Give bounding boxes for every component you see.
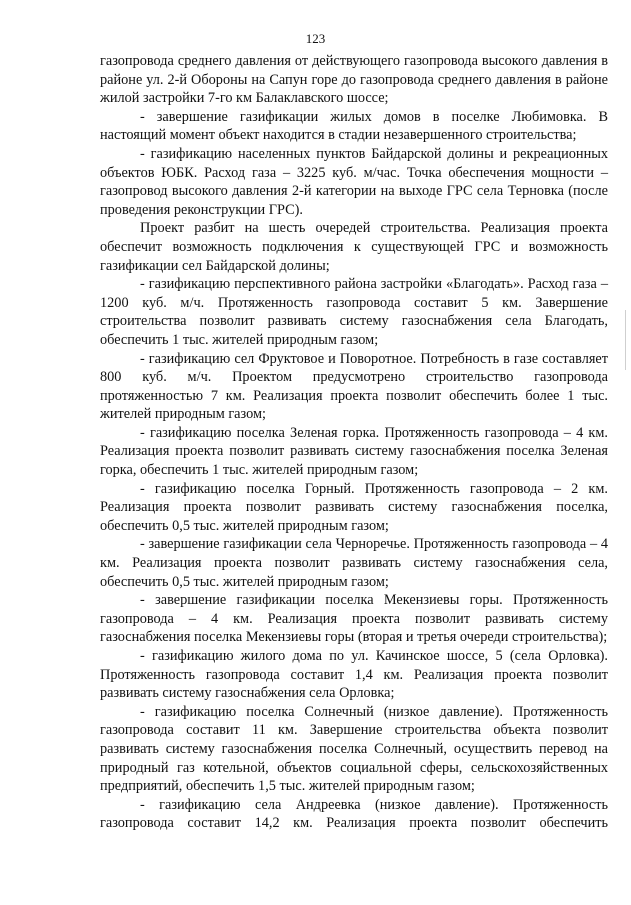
paragraph-zelenaya-gorka: - газификацию поселка Зеленая горка. Протяженность газопровода – 4 км. Реализация проекта позволит развивать систему газоснабжения поселка Зеленая горка, обеспечить 1 тыс. жителей природным газом; <box>100 424 608 479</box>
paragraph-project-stages: Проект разбит на шесть очередей строительства. Реализация проекта обеспечит возможность подключения к существующей ГРС и возможность газификации сел Байдарской долины; <box>100 220 608 274</box>
paragraph-andreevka: - газификацию села Андреевка (низкое давление). Протяженность газопровода составит 14,2 км. Реализация проекта позволит обеспечить <box>100 796 608 832</box>
paragraph-orlovka: - газификацию жилого дома по ул. Качинское шоссе, 5 (села Орловка). Протяженность газопровода составит 1,4 км. Реализация проекта позволит развивать систему газоснабжения села Орловка; <box>100 648 608 702</box>
paragraph-chernorechye: - завершение газификации села Черноречье. Протяженность газопровода – 4 км. Реализация проекта позволит развивать систему газоснабжения села, обеспечить 0,5 тыс. жителей природным газом; <box>100 536 608 590</box>
paragraph-lyubimovka: - завершение газификации жилых домов в поселке Любимовка. В настоящий момент объект находится в стадии незавершенного строительства; <box>100 108 608 144</box>
paragraph-continuation: газопровода среднего давления от действующего газопровода высокого давления в районе ул. 2-й Обороны на Сапун горе до газопровода среднего давления в районе жилой застройки 7-го км Балаклавского шоссе; <box>100 53 608 107</box>
paragraph-gorny: - газификацию поселка Горный. Протяженность газопровода – 2 км. Реализация проекта позволит развивать систему газоснабжения поселка, обеспечить 0,5 тыс. жителей природным газом; <box>100 480 608 534</box>
paragraph-solnechny: - газификацию поселка Солнечный (низкое давление). Протяженность газопровода составит 11 км. Завершение строительства объекта позволит развивать систему газоснабжения поселка Солнечный, осуществить перевод на природный газ котельной, объектов социальной сферы, сельскохозяйственных предприятий, обеспечить 1,5 тыс. жителей природным газом; <box>100 703 608 795</box>
paragraph-fruktovoe: - газификацию сел Фруктовое и Поворотное. Потребность в газе составляет 800 куб. м/ч. Проектом предусмотрено строительство газопровода протяженностью 7 км. Реализация проекта позволит обеспечить более 1 тыс. жителей природным газом; <box>100 350 608 423</box>
paragraph-blagodat: - газификацию перспективного района застройки «Благодать». Расход газа – 1200 куб. м/ч. Протяженность газопровода составит 5 км. Завершение строительства позволит развивать систему газоснабжения села Благодать, обеспечить 1 тыс. жителей природным газом; <box>100 276 608 348</box>
scan-artifact <box>625 310 626 370</box>
paragraph-baydar-valley: - газификацию населенных пунктов Байдарской долины и рекреационных объектов ЮБК. Расход газа – 3225 куб. м/час. Точка обеспечения мощности – газопровод высокого давления 2-й категории на выходе ГРС села Терновка (после проведения реконструкции ГРС). <box>100 145 608 218</box>
paragraph-mekenzievy-gory: - завершение газификации поселка Мекензиевы горы. Протяженность газопровода – 4 км. Реализация проекта позволит развивать систему газоснабжения поселка Мекензиевы горы (вторая и третья очереди строительства); <box>100 592 608 646</box>
page-number: 123 <box>305 31 326 46</box>
body-text <box>100 52 608 833</box>
